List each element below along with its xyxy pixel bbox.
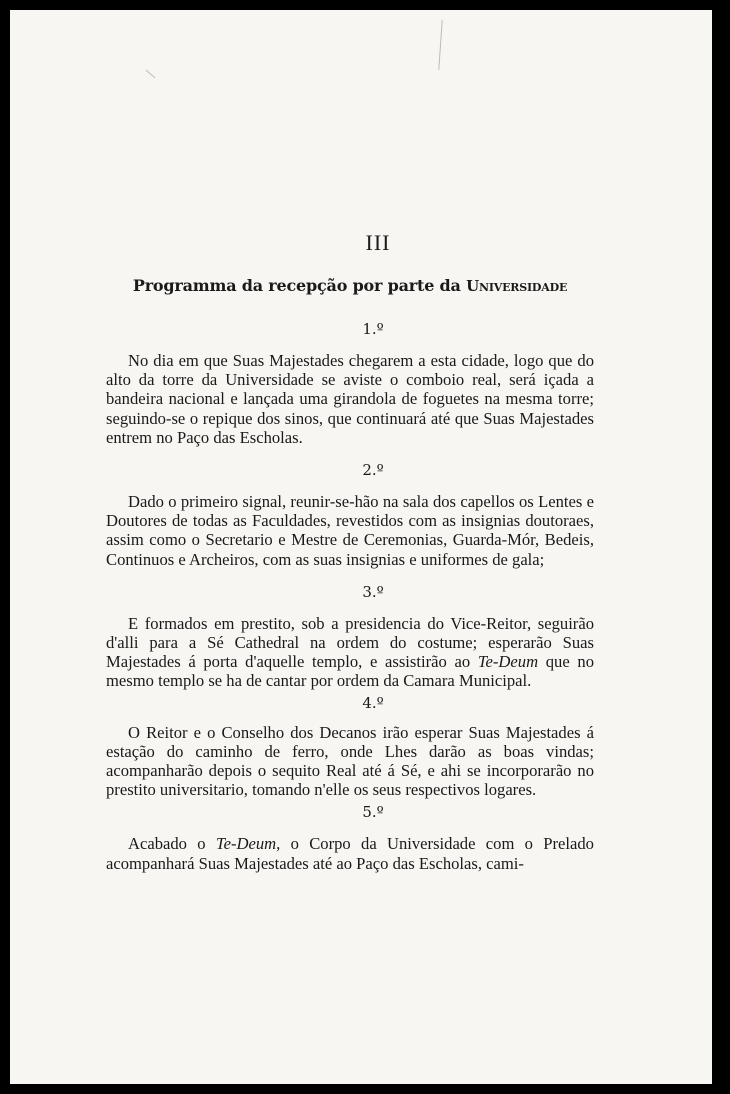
scan-scratch (146, 70, 156, 78)
article-text-italic: Te-Deum (477, 652, 539, 672)
article-number: 1.º (362, 320, 384, 338)
article-number: 5.º (362, 803, 384, 822)
chapter-heading: III (365, 230, 391, 255)
article-text-part: que no mesmo templo se ha de cantar por ordem da Camara Municipal. (106, 652, 594, 691)
section-title (106, 276, 594, 295)
article-text: Dado o primeiro signal, reunir-se-hão na sala dos capellos os Lentes e Doutores de todas as Faculdades, revestidos com as insignias doutoraes, assim como o Secretario e Mestre de Ceremonias, Guarda-Mór, Bedeis, Continuos e Archeiros, com as suas insignias e uniformes de gala; (106, 492, 594, 569)
article-text (106, 834, 594, 872)
article-number: 3.º (362, 582, 384, 601)
article-text: O Reitor e o Conselho dos Decanos irão esperar Suas Majestades á estação do caminho de ferro, onde Lhes darão as boas vindas; acompanharão depois o sequito Real até á Sé, e ahi se incorporarão no prestito universitario, tomando n'elle os seus respectivos logares. (106, 722, 594, 800)
article-text-part: Acabado o (128, 834, 216, 854)
article-text-part: o Corpo da Universidade com o Prelado acompanhará Suas Majestades até ao Paço das Escholas, cami- (106, 834, 594, 873)
section-title-tail: Universidade (466, 277, 568, 295)
article-number: 2.º (362, 461, 384, 480)
section-title-main: Programma da recepção por parte da (132, 276, 467, 295)
article-text (106, 614, 594, 691)
article-text-part: E formados em prestito, sob a presidencia do Vice-Reitor, seguirão d'alli para a Sé Cathedral na ordem do costume; esperarão Suas Majestades á porta d'aquelle templo, e assistirão ao (106, 613, 594, 672)
article-text: No dia em que Suas Majestades chegarem a esta cidade, logo que do alto da torre da Universidade se aviste o comboio real, será içada a bandeira nacional e lançada uma girandola de foguetes na mesma torre; seguindo-se o repique dos sinos, que continuará até que Suas Majestades entrem no Paço das Escholas. (106, 351, 594, 447)
scan-scratch (438, 20, 442, 70)
document-page (10, 10, 712, 1084)
article-text-italic: Te-Deum, (215, 834, 281, 854)
page-content (106, 228, 594, 873)
article-number: 4.º (362, 693, 384, 712)
